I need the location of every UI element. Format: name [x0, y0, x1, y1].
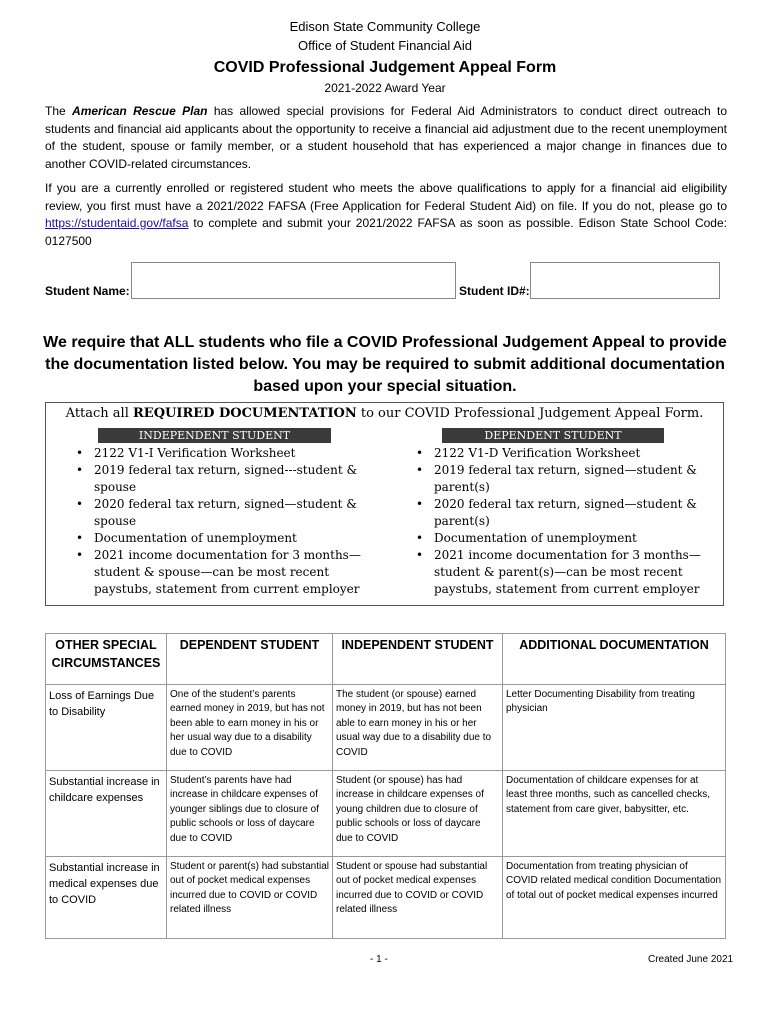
list-item: • 2019 federal tax return, signed---student & spouse [66, 462, 366, 496]
independent-student-header: INDEPENDENT STUDENT [98, 428, 331, 443]
independent-docs-list [66, 445, 366, 598]
attach-prefix: Attach all [65, 406, 133, 421]
table-row [46, 771, 726, 857]
student-id-label: Student ID#: [459, 284, 530, 298]
intro2-after-link: to complete and submit your 2021/2022 FAFSA as soon as possible. Edison State School Code: 0127500 [45, 216, 727, 248]
attach-required: REQUIRED DOCUMENTATION [133, 406, 357, 421]
student-name-field[interactable] [131, 262, 456, 299]
dependent-docs-list [406, 445, 706, 598]
table-header-row [46, 634, 726, 685]
intro-prefix: The [45, 104, 73, 118]
list-item: • 2020 federal tax return, signed—student & spouse [66, 496, 366, 530]
award-year: 2021-2022 Award Year [324, 81, 446, 95]
form-title: COVID Professional Judgement Appeal Form [213, 59, 557, 76]
table-cell: Documentation from treating physician of COVID related medical condition Documentation of total out of pocket medical expenses incurred [503, 857, 726, 939]
list-item: • Documentation of unemployment [406, 530, 706, 547]
attach-suffix: to our COVID Professional Judgement Appeal Form. [356, 406, 704, 421]
table-cell: Student’s parents have had increase in childcare expenses of younger siblings due to closure of public schools or loss of daycare due to COVID [167, 771, 333, 857]
table-row [46, 857, 726, 939]
table-cell: Loss of Earnings Due to Disability [46, 685, 167, 771]
list-item: • 2020 federal tax return, signed—student & parent(s) [406, 496, 706, 530]
office-name: Office of Student Financial Aid [298, 38, 472, 53]
student-id-field[interactable] [530, 262, 720, 299]
american-rescue-plan: American Rescue Plan [72, 104, 208, 118]
table-cell: Substantial increase in childcare expenses [46, 771, 167, 857]
table-row [46, 685, 726, 771]
list-item: • 2019 federal tax return, signed—student & parent(s) [406, 462, 706, 496]
fafsa-link[interactable]: https://studentaid.gov/fafsa [45, 216, 189, 230]
table-cell: Student (or spouse) has had increase in childcare expenses of young children due to closure of public schools or loss of daycare due to COVID [333, 771, 503, 857]
table-cell: Letter Documenting Disability from treating physician [503, 685, 726, 771]
intro-rest: has allowed special provisions for Federal Aid Administrators to conduct direct outreach to students and financial aid applicants about the opportunity to receive a financial aid adjustment due to the recent unemployment of the student, spouse or family member, or a student household that has experienced a major change in finances due to another COVID-related circumstances. [45, 104, 727, 171]
list-item: • 2122 V1-I Verification Worksheet [66, 445, 366, 462]
table-cell: One of the student’s parents earned money in 2019, but has not been able to earn money in his or her usual way due to a disability due to COVID [167, 685, 333, 771]
list-item: • 2021 income documentation for 3 months—student & parent(s)—can be most recent paystubs, statement from current employer [406, 547, 706, 598]
list-item: • 2021 income documentation for 3 months—student & spouse—can be most recent paystubs, statement from current employer [66, 547, 366, 598]
attach-instruction [46, 406, 723, 421]
page-number: - 1 - [370, 954, 388, 965]
header-additional-documentation: ADDITIONAL DOCUMENTATION [503, 634, 726, 685]
college-name: Edison State Community College [289, 19, 481, 34]
header-other-special-circumstances: OTHER SPECIAL CIRCUMSTANCES [46, 634, 167, 685]
table-cell: Documentation of childcare expenses for at least three months, such as cancelled checks, statement from care giver, babysitter, etc. [503, 771, 726, 857]
intro-paragraph-2 [45, 180, 727, 250]
table-cell: Student or parent(s) had substantial out of pocket medical expenses incurred due to COVID or COVID related illness [167, 857, 333, 939]
intro-paragraph-1 [45, 103, 727, 173]
table-cell: Student or spouse had substantial out of pocket medical expenses incurred due to COVID or COVID related illness [333, 857, 503, 939]
dependent-student-header: DEPENDENT STUDENT [442, 428, 664, 443]
header-dependent-student: DEPENDENT STUDENT [167, 634, 333, 685]
intro2-before-link: If you are a currently enrolled or registered student who meets the above qualifications to apply for a financial aid eligibility review, you first must have a 2021/2022 FAFSA (Free Application for Federal Student Aid) on file. If you do not, please go to [45, 181, 727, 213]
created-date: Created June 2021 [648, 954, 734, 965]
table-cell: Substantial increase in medical expenses due to COVID [46, 857, 167, 939]
required-documentation-box [45, 402, 724, 606]
list-item: • 2122 V1-D Verification Worksheet [406, 445, 706, 462]
header-independent-student: INDEPENDENT STUDENT [333, 634, 503, 685]
special-circumstances-table [45, 633, 726, 939]
list-item: • Documentation of unemployment [66, 530, 366, 547]
table-cell: The student (or spouse) earned money in 2019, but has not been able to earn money in his or her usual way due to a disability due to COVID [333, 685, 503, 771]
requirement-notice: We require that ALL students who file a COVID Professional Judgement Appeal to provide the documentation listed below. You may be required to submit additional documentation based upon your special situation. [43, 334, 727, 395]
student-name-label: Student Name: [45, 284, 130, 298]
